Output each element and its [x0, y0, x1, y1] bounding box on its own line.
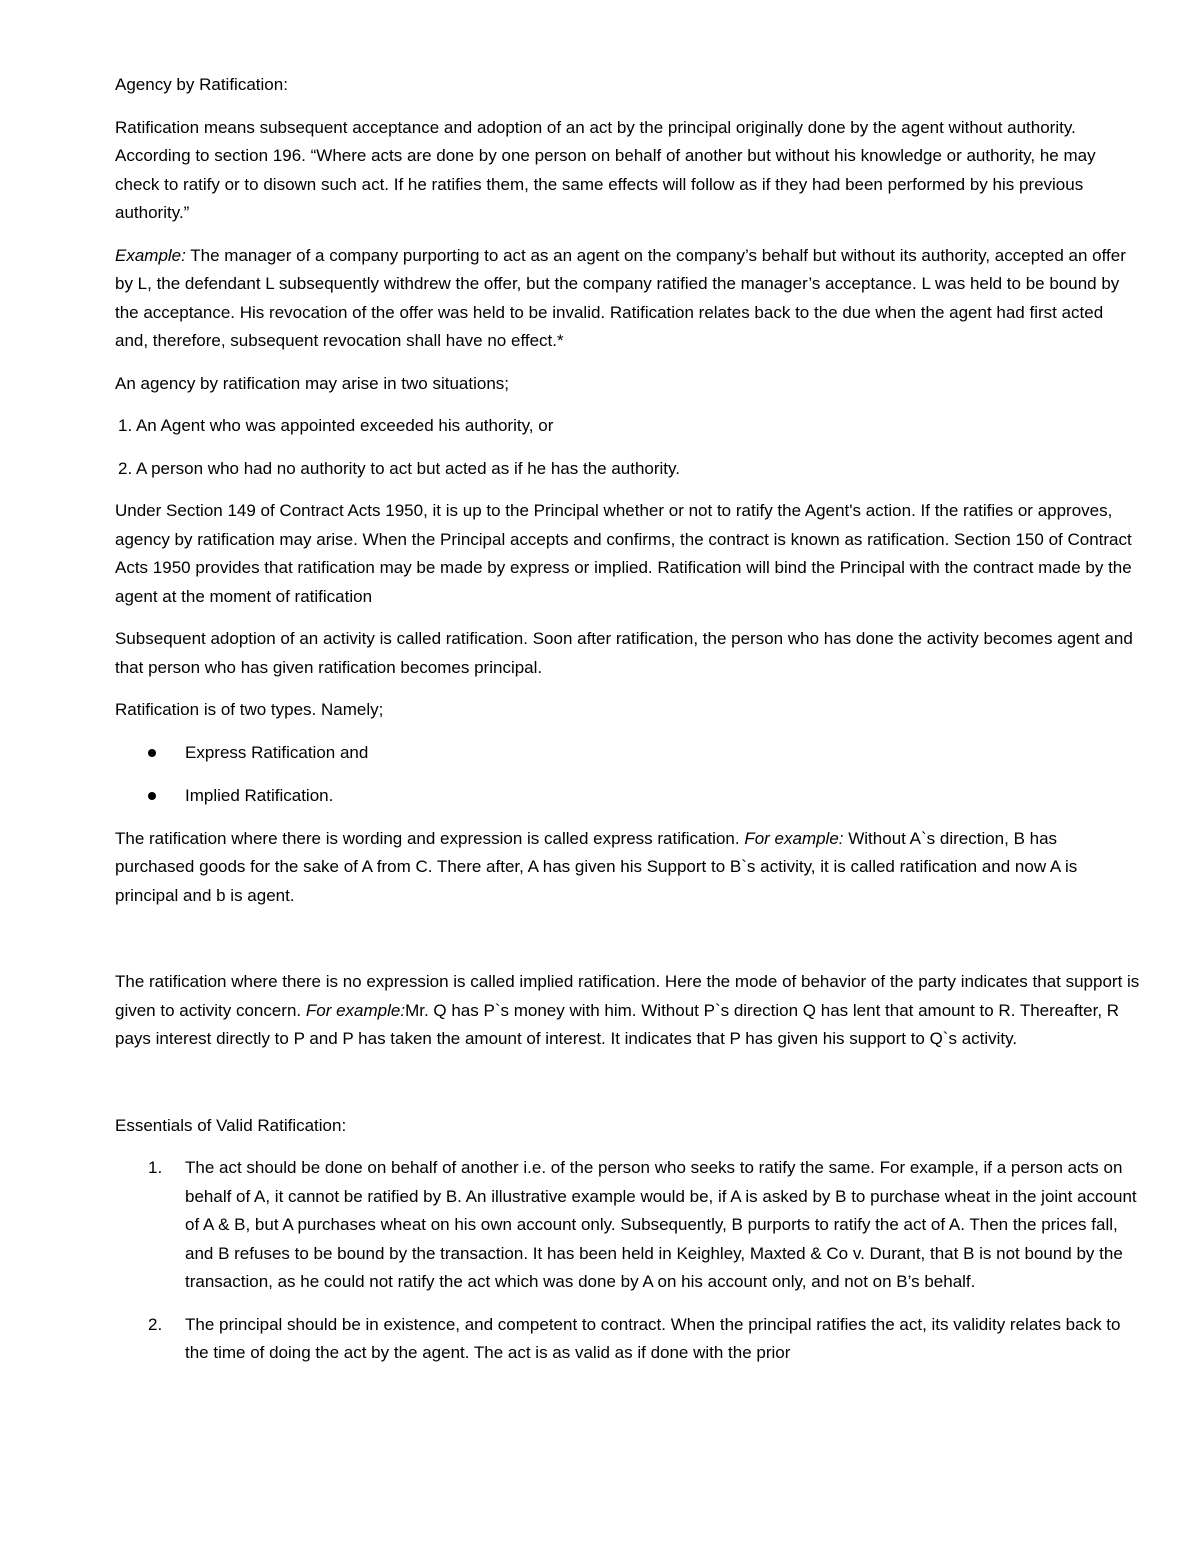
implied-ratification-paragraph: [115, 968, 1140, 1054]
intro-paragraph: Ratification means subsequent acceptance and adoption of an act by the principal originally done by the agent without authority. According to section 196. “Where acts are done by one person on behalf of another but without his knowledge or authority, he may check to ratify or to disown such act. If he ratifies them, the same effects will follow as if they had been performed by his previous authority.”: [115, 117, 1096, 222]
essentials-title: Essentials of Valid Ratification:: [115, 1115, 347, 1135]
types-list: [115, 739, 1140, 811]
list-number: 2.: [148, 1314, 163, 1334]
implied-example-label: For example:: [305, 1000, 406, 1020]
express-text-2: Without A`s direction, B has purchased goods for the sake of A from C. There after, A has given his Support to B`s activity, it is called ratification and now A is principal and b is agent.: [115, 828, 1078, 905]
essential-text: The principal should be in existence, and competent to contract. When the principal ratifies the act, its validity relates back to the time of doing the act by the agent. The act is as valid as if done with the prior: [185, 1314, 1121, 1362]
implied-text-2: Mr. Q has P`s money with him. Without P`s direction Q has lent that amount to R. Thereafter, R pays interest directly to P and P has taken the amount of interest. It indicates that P has given his support to Q`s activity.: [115, 1000, 1120, 1048]
document-title: Agency by Ratification:: [115, 75, 288, 94]
situations-intro: An agency by ratification may arise in two situations;: [115, 373, 510, 393]
essentials-list: [115, 1154, 1140, 1368]
type-label: Express Ratification and: [185, 742, 369, 762]
list-item: [115, 1311, 1140, 1368]
implied-text-1: The ratification where there is no expression is called implied ratification. Here the mode of behavior of the party indicates that support is given to activity concern.: [115, 972, 1140, 1020]
express-text-1: The ratification where there is wording and expression is called express ratification.: [115, 828, 745, 848]
list-number: 1.: [148, 1158, 163, 1177]
section-149-paragraph: Under Section 149 of Contract Acts 1950, it is up to the Principal whether or not to ratify the Agent's action. If the ratifies or approves, agency by ratification may arise. When the Principal accepts and confirms, the contract is known as ratification. Section 150 of Contract Acts 1950 provides that ratification may be made by express or implied. Ratification will bind the Principal with the contract made by the agent at the moment of ratification: [115, 501, 1132, 606]
situation-item-2: 2. A person who had no authority to act but acted as if he has the authority.: [118, 458, 680, 478]
situation-item-1: 1. An Agent who was appointed exceeded his authority, or: [118, 416, 554, 435]
bullet-icon: [148, 792, 156, 800]
document-body: [115, 71, 1140, 1382]
example-paragraph: [115, 242, 1140, 356]
express-ratification-paragraph: [115, 825, 1140, 911]
type-label: Implied Ratification.: [185, 786, 334, 805]
example-label: Example:: [115, 245, 186, 265]
essential-text: The act should be done on behalf of another i.e. of the person who seeks to ratify the same. For example, if a person acts on behalf of A, it cannot be ratified by B. An illustrative example would be, if A is asked by B to purchase wheat in the joint account of A & B, but A purchases wheat on his own account only. Subsequently, B purports to ratify the act of A. Then the prices fall, and B refuses to be bound by the transaction. It has been held in Keighley, Maxted & Co v. Durant, that B is not bound by the transaction, as he could not ratify the act which was done by A on his account only, and not on B’s behalf.: [185, 1158, 1137, 1291]
express-example-label: For example:: [744, 828, 844, 848]
example-text: The manager of a company purporting to act as an agent on the company’s behalf but without its authority, accepted an offer by L, the defendant L subsequently withdrew the offer, but the company ratified the manager’s acceptance. L was held to be bound by the acceptance. His revocation of the offer was held to be invalid. Ratification relates back to the due when the agent had first acted and, therefore, subsequent revocation shall have no effect.*: [115, 245, 1126, 350]
list-item: [115, 1154, 1140, 1297]
types-intro: Ratification is of two types. Namely;: [115, 700, 384, 719]
list-item: [115, 739, 1140, 768]
bullet-icon: [148, 749, 156, 757]
subsequent-adoption-paragraph: Subsequent adoption of an activity is called ratification. Soon after ratification, the person who has done the activity becomes agent and that person who has given ratification becomes principal.: [115, 629, 1133, 677]
list-item: [115, 782, 1140, 811]
